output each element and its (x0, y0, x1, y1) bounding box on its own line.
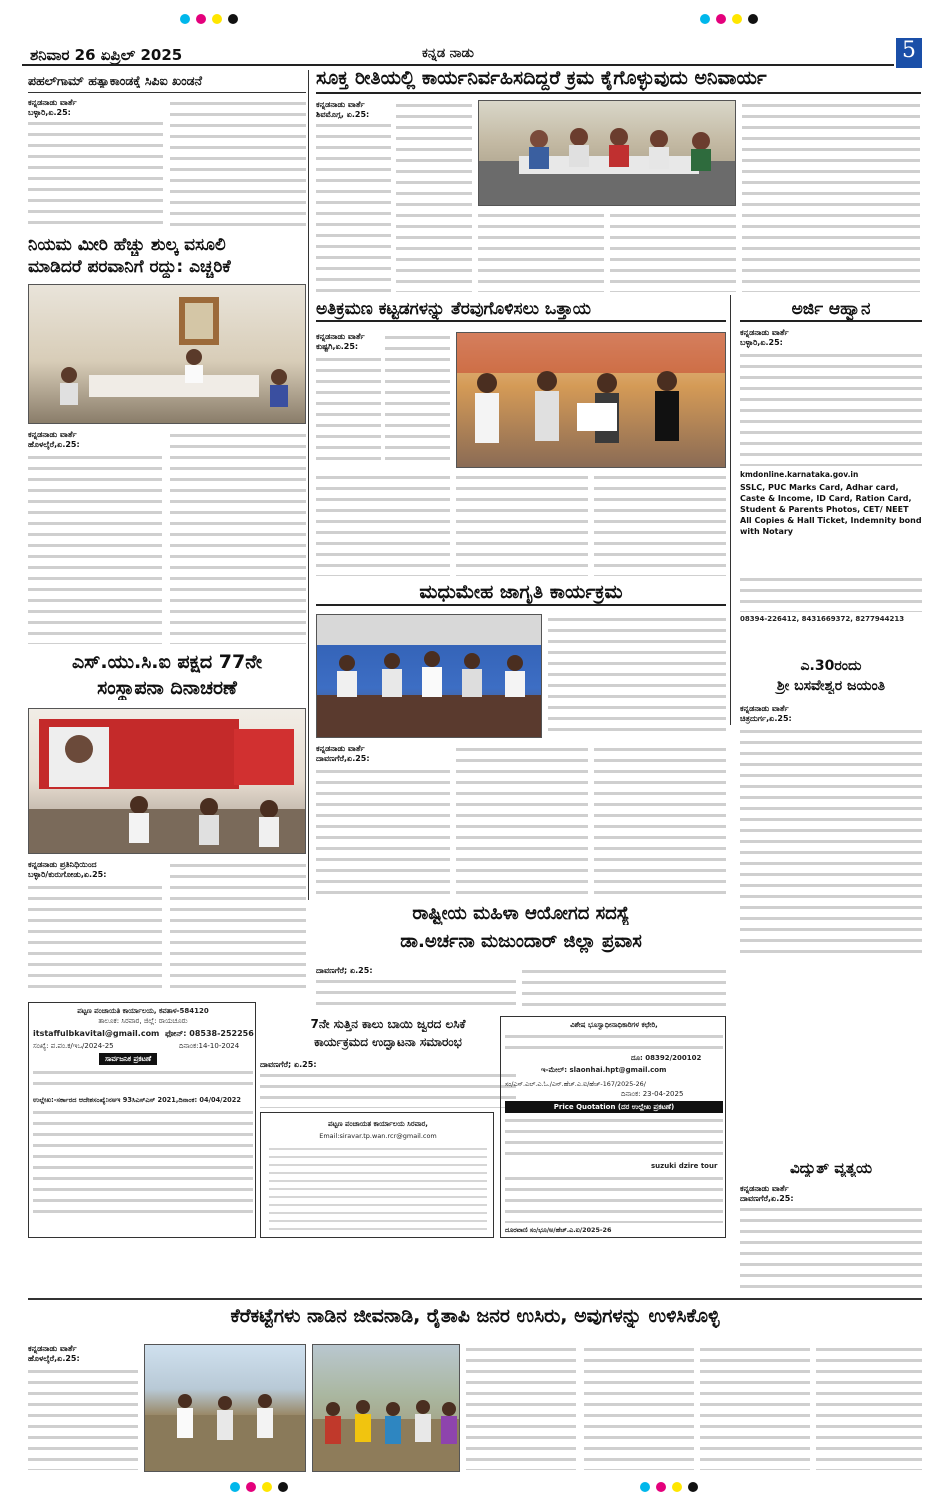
ad3-footer: ದೂರವಾಣಿ ಸಂ/ಭೂ/ಅ/ಹೆಚ್.ಎ.ಐ/2025-26 (505, 1226, 612, 1234)
ad3-vehicle: suzuki dzire tour (651, 1162, 718, 1170)
story8-body (740, 726, 922, 954)
story6-headline: ಮಧುಮೇಹ ಜಾಗೃತಿ ಕಾರ್ಯಕ್ರಮ (316, 582, 726, 606)
ad1-heading: ಸಾರ್ವಜನಿಕ ಪ್ರಕಟಣೆ (99, 1053, 157, 1065)
story10-body (260, 1070, 516, 1108)
story12-body-col1 (28, 1366, 138, 1470)
color-registration-marks-top-right (700, 14, 758, 24)
story3-body-col1 (28, 452, 162, 644)
story5-byline: ಕನ್ನಡನಾಡು ವಾರ್ತೆ (740, 328, 789, 337)
color-registration-marks-bottom-right (640, 1482, 698, 1492)
story6-body-col3 (594, 744, 726, 898)
ad1-title: ಪಟ್ಟಣ ಪಂಚಾಯತಿ ಕಾರ್ಯಾಲಯ, ಕವತಾಳ-584120 (77, 1007, 209, 1015)
masthead (22, 38, 922, 68)
story5-website: kmdonline.karnataka.gov.in (740, 470, 859, 479)
story1-body-col1 (28, 118, 163, 230)
story1-dateline: ಬಳ್ಳಾರಿ,ಏ.25: (28, 108, 71, 117)
ad3-date: ದಿನಾಂಕ: 23-04-2025 (621, 1090, 684, 1098)
story6-byline: ಕನ್ನಡನಾಡು ವಾರ್ತೆ (316, 744, 365, 753)
color-registration-marks-top-left (180, 14, 238, 24)
story1-headline: ಪಹಲ್‌ಗಾಮ್ ಹತ್ಯಾಕಾಂಡಕ್ಕೆ ಸಿಪಿಐ ಖಂಡನೆ (28, 74, 203, 88)
story3-byline: ಕನ್ನಡನಾಡು ವಾರ್ತೆ (28, 430, 77, 439)
column-divider (308, 70, 309, 900)
ad3-address (505, 1031, 723, 1053)
story3-body-col2 (170, 430, 306, 644)
office-meeting-photo-art (29, 285, 306, 424)
ad3-email: ಇ-ಮೇಲ್: slaonhai.hpt@gmail.com (541, 1066, 667, 1074)
page-number: 5 (896, 38, 922, 68)
story4-dateline: ಕುಷ್ಟಗಿ,ಏ.25: (316, 342, 359, 351)
story6-dateline: ದಾವಣಗೆರೆ,ಏ.25: (316, 754, 370, 763)
story8-dateline: ಚಿತ್ರದುರ್ಗ,ಏ.25: (740, 714, 792, 723)
story2-body-col4 (610, 210, 736, 292)
awareness-event-photo-art (317, 615, 542, 738)
story3-headline-line2: ಮಾಡಿದರೆ ಪರವಾನಿಗೆ ರದ್ದು: ಎಚ್ಚರಿಕೆ (28, 258, 231, 277)
memorandum-photo-art (457, 333, 726, 468)
ad1-email: itstaffulbkavital@gmail.com (33, 1029, 160, 1038)
story4-body-col2 (385, 332, 450, 466)
ad2-body (269, 1145, 487, 1233)
story9-body-col1 (316, 976, 516, 1010)
story6-body-col1 (316, 766, 450, 898)
story12-body-col3 (584, 1344, 694, 1470)
divider (28, 92, 306, 93)
ad3-reference: ಸಂ/ಎಸ್.ಎಲ್.ಎ.ಓ./ಎನ್.ಹೆಚ್.ಎ.ಐ/ಹೆಚ್-167/2025-26/ (505, 1080, 646, 1088)
story7-headline-line2: ಸಂಸ್ಥಾಪನಾ ದಿನಾಚರಣೆ (97, 678, 237, 699)
lake-visit-photo-1-art (145, 1345, 306, 1472)
newspaper-name: ಕನ್ನಡ ನಾಡು (422, 46, 474, 61)
issue-date: ಶನಿವಾರ 26 ಏಪ್ರಿಲ್ 2025 (30, 46, 183, 64)
column-divider (730, 295, 731, 725)
ad3-body-bottom (505, 1173, 723, 1223)
story2-body-col5 (742, 100, 920, 292)
awareness-event-photo (316, 614, 542, 738)
story8-headline-line1: ಎ.30ರಂದು (800, 658, 862, 674)
story12-body-col4 (700, 1344, 810, 1470)
story12-dateline: ಹೊಳಲ್ಕೆರೆ,ಏ.25: (28, 1354, 80, 1363)
story5-dateline: ಬಳ್ಳಾರಿ,ಏ.25: (740, 338, 783, 347)
ad1-subject (33, 1067, 253, 1093)
story5-body-top (740, 350, 922, 466)
story4-body-col1 (316, 354, 381, 466)
meeting-photo (478, 100, 736, 206)
story10-headline-line2: ಕಾರ್ಯಕ್ರಮದ ಉದ್ಘಾಟನಾ ಸಮಾರಂಭ (314, 1036, 462, 1049)
ad1-subtitle: ತಾಲೂಕ: ಸಿರವಾರ, ಜಿಲ್ಲೆ: ರಾಯಚೂರು (98, 1017, 188, 1025)
ad3-heading: Price Quotation (ದರ ಉಲ್ಲೇಖ ಪ್ರಕಟಣೆ) (505, 1101, 723, 1113)
story4-body-col3 (316, 472, 450, 576)
ad3-title: ವಿಶೇಷ ಭೂಸ್ವಾಧೀನಾಧಿಕಾರಿಗಳ ಕಛೇರಿ, (570, 1021, 658, 1029)
story9-headline-line2: ಡಾ.ಅರ್ಚನಾ ಮಜುಂದಾರ್ ಜಿಲ್ಲಾ ಪ್ರವಾಸ (400, 932, 642, 952)
story5-phones: 08394-226412, 8431669372, 8277944213 (740, 615, 905, 623)
ad2-title: ಪಟ್ಟಣ ಪಂಚಾಯತ ಕಾರ್ಯಾಲಯ ಸಿರವಾರ, (328, 1120, 428, 1128)
story4-body-col5 (594, 472, 726, 576)
story7-body-col2 (170, 860, 306, 996)
lake-visit-photo-1 (144, 1344, 306, 1472)
ad3-phone: ದೂ: 08392/200102 (631, 1054, 702, 1062)
party-anniversary-photo (28, 708, 306, 854)
masthead-rule (22, 64, 894, 66)
story2-byline: ಕನ್ನಡನಾಡು ವಾರ್ತೆ (316, 100, 365, 109)
story7-body-col1 (28, 882, 162, 996)
story10-headline-line1: 7ನೇ ಸುತ್ತಿನ ಕಾಲು ಬಾಯಿ ಜ್ವರದ ಲಸಿಕೆ (310, 1018, 466, 1031)
story2-body-col1 (316, 120, 391, 292)
story2-headline: ಸೂಕ್ತ ರೀತಿಯಲ್ಲಿ ಕಾರ್ಯನಿರ್ವಹಿಸದಿದ್ದರೆ ಕ್ರಮ ಕೈಗೊಳ್ಳುವುದು ಅನಿವಾರ್ಯ (316, 68, 921, 94)
story6-body-col2 (456, 744, 588, 898)
ad3-body-top (505, 1115, 723, 1159)
story11-dateline: ದಾವಣಗೆರೆ,ಏ.25: (740, 1194, 794, 1203)
ad1-reference: ಸಂಖ್ಯೆ: ಪ.ಪಂ.ಕ/ಇಒ/2024-25 (33, 1042, 114, 1050)
divider (28, 1298, 922, 1300)
color-registration-marks-bottom-left (230, 1482, 288, 1492)
ad2-email: Email:siravar.tp.wan.rcr@gmail.com (319, 1132, 437, 1140)
story9-body-col2 (522, 966, 726, 1010)
story5-body-bottom (740, 574, 922, 612)
ad1-date: ದಿನಾಂಕ:14-10-2024 (179, 1042, 240, 1050)
story5-documents: SSLC, PUC Marks Card, Adhar card, Caste & Income, ID Card, Ration Card, Student & Parents Photos, CET/ NEET All Copies & Hall Ticket, Indemnity bond with Notary (740, 483, 922, 536)
story1-byline: ಕನ್ನಡನಾಡು ವಾರ್ತೆ (28, 98, 77, 107)
ad1-order: ಉಲ್ಲೇಖ:-ಸರ್ಕಾರದ ಆದೇಶಸಂಖ್ಯೆ:ನಅಇ 93ಸಿಎಸ್‌ಎಸ್ 2021,ದಿನಾಂಕ: 04/04/2022 (33, 1096, 241, 1104)
story12-body-col5 (816, 1344, 922, 1470)
lake-visit-photo-2 (312, 1344, 460, 1472)
ad-siravar-notice (260, 1112, 494, 1238)
story11-byline: ಕನ್ನಡನಾಡು ವಾರ್ತೆ (740, 1184, 789, 1193)
story10-dateline: ದಾವಣಗೆರೆ; ಏ.25: (260, 1060, 317, 1069)
story4-byline: ಕನ್ನಡನಾಡು ವಾರ್ತೆ (316, 332, 365, 341)
story2-dateline: ಶಿವಮೊಗ್ಗ, ಏ.25: (316, 110, 370, 119)
story11-body (740, 1204, 922, 1294)
story2-body-col3 (478, 210, 604, 292)
story9-dateline: ದಾವಣಗೆರೆ; ಏ.25: (316, 966, 373, 975)
story3-headline-line1: ನಿಯಮ ಮೀರಿ ಹೆಚ್ಚು ಶುಲ್ಕ ವಸೂಲಿ (28, 236, 226, 255)
story1-body-col2 (170, 98, 306, 230)
story12-headline: ಕೆರೆಕಟ್ಟೆಗಳು ನಾಡಿನ ಜೀವನಾಡಿ, ರೈತಾಪಿ ಜನರ ಉಸಿರು, ಅವುಗಳನ್ನು ಉಳಿಸಿಕೊಳ್ಳಿ (230, 1306, 720, 1327)
lake-visit-photo-2-art (313, 1345, 460, 1472)
ad-land-acquisition-notice (500, 1016, 726, 1238)
party-anniversary-photo-art (29, 709, 306, 854)
meeting-photo-art (479, 101, 736, 206)
story2-body-col2 (396, 100, 472, 292)
ad1-phone: ಫೋನ್: 08538-252256 (165, 1029, 254, 1038)
story7-byline: ಕನ್ನಡನಾಡು ಪ್ರತಿನಿಧಿಯಿಂದ (28, 860, 97, 869)
ad1-body (33, 1107, 253, 1215)
story4-body-col4 (456, 472, 588, 576)
story8-byline: ಕನ್ನಡನಾಡು ವಾರ್ತೆ (740, 704, 789, 713)
story4-headline: ಅತಿಕ್ರಮಣ ಕಟ್ಟಡಗಳನ್ನು ತೆರವುಗೊಳಿಸಲು ಒತ್ತಾಯ (316, 300, 726, 322)
story11-headline: ವಿದ್ಯುತ್ ವ್ಯತ್ಯಯ (789, 1160, 873, 1177)
story5-headline: ಅರ್ಜಿ ಆಹ್ವಾನ (740, 300, 922, 322)
story7-headline-line1: ಎಸ್.ಯು.ಸಿ.ಐ ಪಕ್ಷದ 77ನೇ (71, 652, 263, 673)
story8-headline-line2: ಶ್ರೀ ಬಸವೇಶ್ವರ ಜಯಂತಿ (776, 678, 886, 694)
story12-body-col2 (466, 1344, 576, 1470)
story7-dateline: ಬಳ್ಳಾರಿ/ಕುರುಗೋಡು,ಏ.25: (28, 870, 107, 879)
story12-byline: ಕನ್ನಡನಾಡು ವಾರ್ತೆ (28, 1344, 77, 1353)
memorandum-photo (456, 332, 726, 468)
story6-body-col-right (548, 614, 726, 738)
office-meeting-photo (28, 284, 306, 424)
ad-kavital-notice (28, 1002, 256, 1238)
story3-dateline: ಹೊಳಲ್ಕೆರೆ,ಏ.25: (28, 440, 80, 449)
story9-headline-line1: ರಾಷ್ಟ್ರೀಯ ಮಹಿಳಾ ಆಯೋಗದ ಸದಸ್ಯೆ (412, 904, 630, 924)
